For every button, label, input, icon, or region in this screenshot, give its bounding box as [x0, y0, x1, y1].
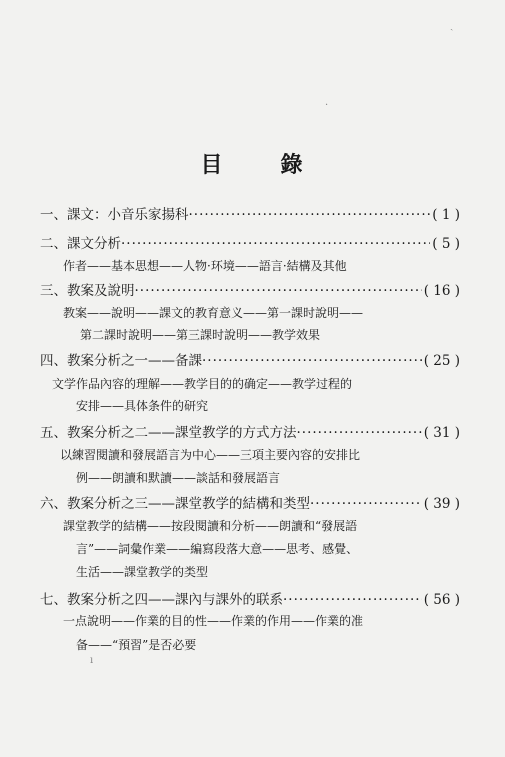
- toc-subentry: 备——“預習”是否必要: [76, 638, 197, 652]
- title-char-2: 錄: [280, 152, 305, 178]
- toc-subentry: 生活——課堂教学的类型: [76, 565, 209, 579]
- leader-dots: [297, 425, 422, 441]
- toc-entry-label: 七、教案分析之四——課內与課外的联系: [40, 592, 283, 608]
- toc-entry-5[interactable]: [40, 425, 460, 441]
- toc-page-number: ( 39 ): [423, 496, 460, 512]
- scan-speck: ·: [325, 100, 329, 111]
- toc-entry-1[interactable]: [40, 207, 460, 223]
- leader-dots: [121, 236, 430, 252]
- toc-entry-3[interactable]: [40, 283, 460, 299]
- title-char-1: 目: [200, 152, 225, 178]
- toc-page-number: ( 56 ): [423, 592, 460, 608]
- toc-subentry: 以練習閱讀和發展語言为中心——三項主要內容的安排比: [60, 448, 361, 462]
- toc-entry-2[interactable]: [40, 236, 460, 252]
- toc-entry-label: 四、教案分析之一——备課: [40, 353, 202, 369]
- scan-speck: ˎ: [450, 20, 454, 31]
- leader-dots: [283, 592, 422, 608]
- leader-dots: [310, 496, 422, 512]
- toc-entry-7[interactable]: [40, 592, 460, 608]
- toc-page-number: ( 1 ): [432, 207, 460, 223]
- toc-subentry: 言”——詞彙作業——編寫段落大意——思考、感覺、: [76, 542, 359, 556]
- toc-subentry: 作者——基本思想——人物·环境——語言·結構及其他: [63, 259, 347, 273]
- toc-entry-6[interactable]: [40, 496, 460, 512]
- toc-subentry: 第二課时說明——第三課时說明——教学效果: [80, 328, 321, 342]
- toc-subentry: 安排——具体条件的研究: [76, 399, 209, 413]
- toc-subentry: 課堂教学的結構——按段閱讀和分析——朗讀和“發展語: [63, 519, 358, 533]
- toc-entry-label: 二、課文分析: [40, 236, 121, 252]
- toc-entry-label: 五、教案分析之二——課堂教学的方式方法: [40, 425, 297, 441]
- toc-page-number: ( 31 ): [423, 425, 460, 441]
- toc-entry-label: 一、課文：小音乐家揚科: [40, 207, 189, 223]
- leader-dots: [189, 207, 431, 223]
- toc-entry-label: 六、教案分析之三——課堂教学的結構和类型: [40, 496, 310, 512]
- leader-dots: [135, 283, 422, 299]
- toc-subentry: 一点說明——作業的目的性——作業的作用——作業的准: [63, 614, 364, 628]
- page-title: [0, 148, 505, 179]
- leader-dots: [202, 353, 422, 369]
- toc-subentry: 例——朗讀和默讀——談話和發展語言: [76, 471, 281, 485]
- toc-entry-label: 三、教案及說明: [40, 283, 135, 299]
- toc-page-number: ( 25 ): [423, 353, 460, 369]
- scan-speck: ı: [90, 655, 94, 666]
- toc-entry-4[interactable]: [40, 353, 460, 369]
- toc-page-number: ( 5 ): [432, 236, 460, 252]
- toc-page-number: ( 16 ): [423, 283, 460, 299]
- toc-subentry: 文学作品內容的理解——教学目的的确定——教学过程的: [52, 377, 353, 391]
- toc-subentry: 教案——說明——課文的教育意义——第一課时說明——: [63, 306, 364, 320]
